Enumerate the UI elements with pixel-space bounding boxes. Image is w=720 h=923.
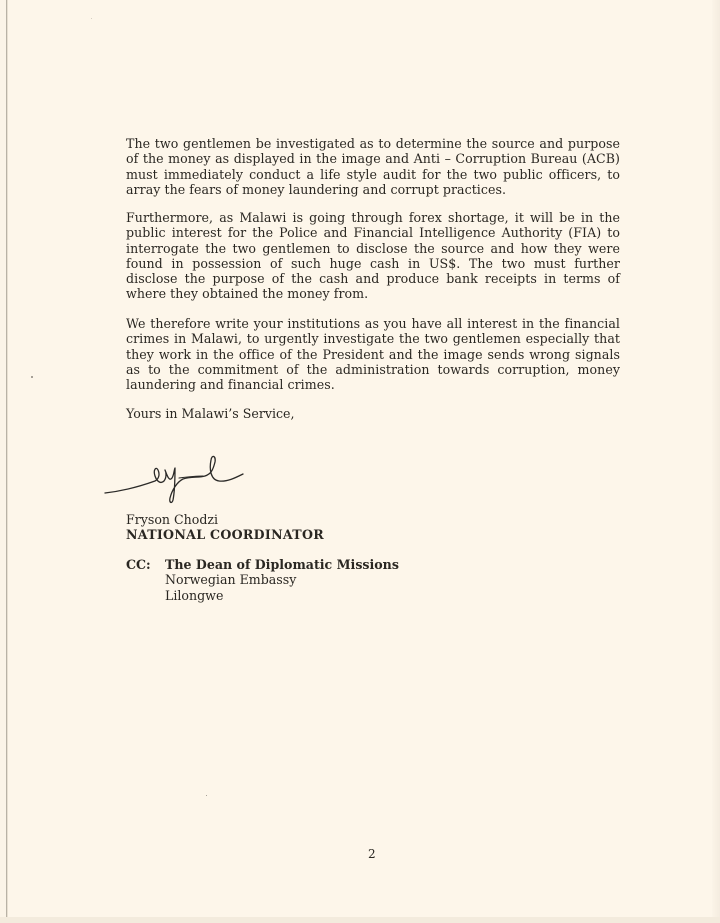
cc-label: CC: <box>126 557 151 572</box>
closing-salutation: Yours in Malawi’s Service, <box>126 406 295 421</box>
signer-name: Fryson Chodzi <box>126 512 219 527</box>
cc-address-line: Norwegian Embassy <box>165 572 297 588</box>
scan-speck <box>31 376 33 378</box>
body-paragraph-request: We therefore write your institutions as you have all interest in the financial crimes in Malawi, to urgently investigate the two gentlemen especially that they work in the office of the President and the image sends wrong signals as to the commitment of the administration towards corruption, money laundering and financial crimes. <box>126 316 620 393</box>
page-number: 2 <box>368 847 376 861</box>
cc-address-line: Lilongwe <box>165 587 224 603</box>
page-edge-bottom <box>0 917 720 923</box>
page-edge-right <box>712 0 720 923</box>
handwritten-signature <box>103 448 253 508</box>
body-paragraph-investigation: The two gentlemen be investigated as to determine the source and purpose of the money as displayed in the image and Anti – Corruption Bureau (ACB) must immediately conduct a life style audit for the two public officers, to array the fears of money laundering and corrupt practices. <box>126 136 620 197</box>
scan-speck <box>206 795 207 796</box>
signer-title: NATIONAL COORDINATOR <box>126 527 324 542</box>
body-paragraph-forex: Furthermore, as Malawi is going through forex shortage, it will be in the public interest for the Police and Financial Intelligence Authority (FIA) to interrogate the two gentlemen to disclose the source and how they were found in possession of such huge cash in US$. The two must further disclose the purpose of the cash and produce bank receipts in terms of where they obtained the money from. <box>126 210 620 302</box>
cc-recipient: The Dean of Diplomatic Missions <box>165 557 399 572</box>
scan-speck <box>91 18 92 19</box>
cc-block <box>165 557 399 603</box>
